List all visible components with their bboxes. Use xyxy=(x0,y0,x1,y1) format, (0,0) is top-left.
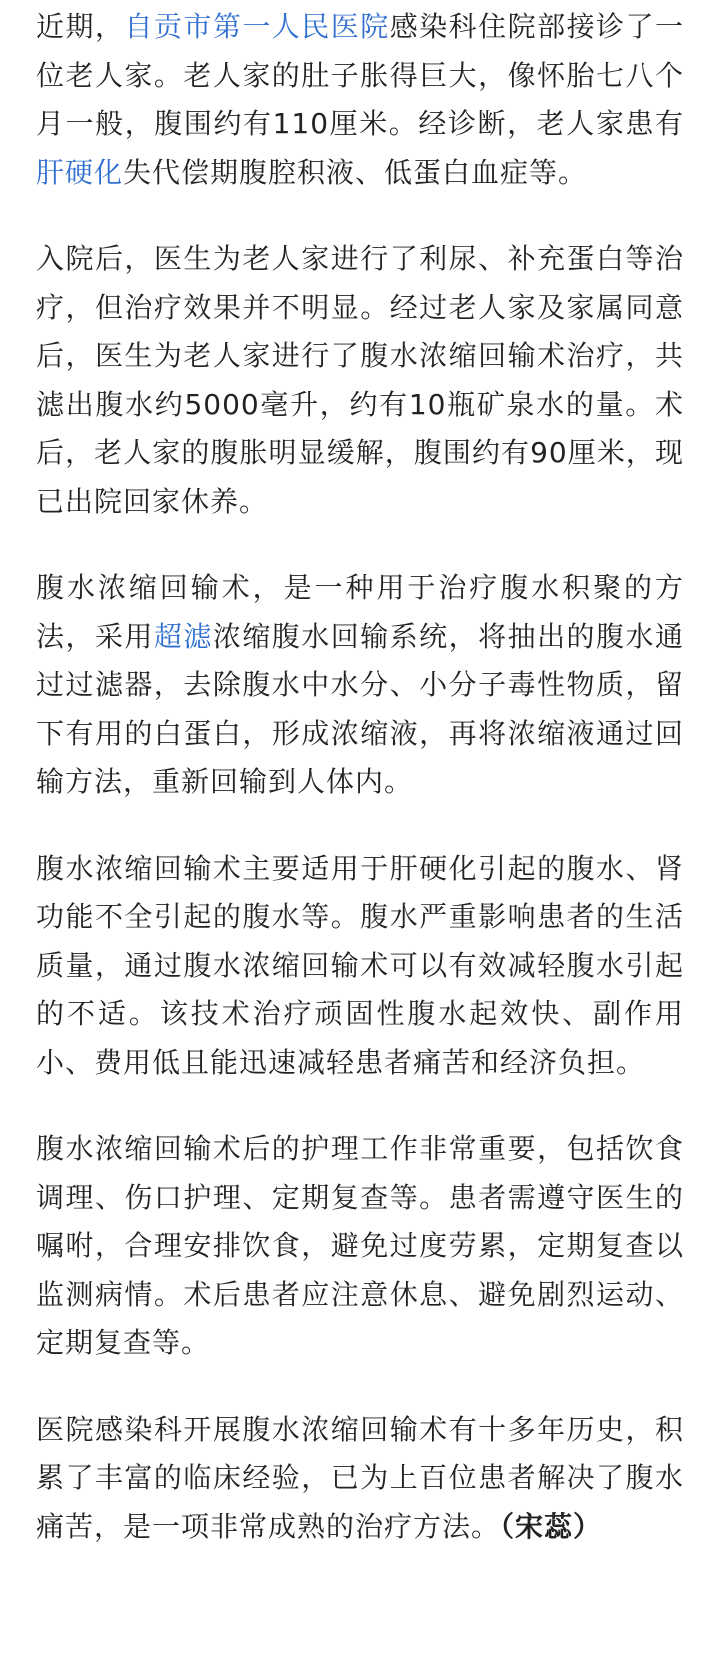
paragraph-text: 医院感染科开展腹水浓缩回输术有十多年历史，积累了丰富的临床经验，已为上百位患者解决了腹水痛苦，是一项非常成熟的治疗方法。 xyxy=(36,1412,684,1543)
author-credit: （宋蕊） xyxy=(500,1509,603,1543)
paragraph-text: 入院后，医生为老人家进行了利尿、补充蛋白等治疗，但治疗效果并不明显。经过老人家及家属同意后，医生为老人家进行了腹水浓缩回输术治疗，共滤出腹水约5000毫升，约有10瓶矿泉水的量。术后，老人家的腹胀明显缓解，腹围约有90厘米，现已出院回家休养。 xyxy=(36,242,684,518)
paragraph-text: 腹水浓缩回输术主要适用于肝硬化引起的腹水、肾功能不全引起的腹水等。腹水严重影响患者的生活质量，通过腹水浓缩回输术可以有效减轻腹水引起的不适。该技术治疗顽固性腹水起效快、副作用小、费用低且能迅速减轻患者痛苦和经济负担。 xyxy=(36,851,684,1079)
link-ultrafiltration[interactable]: 超滤 xyxy=(153,619,213,653)
paragraph-1 xyxy=(36,3,684,197)
paragraph-text: 浓缩腹水回输系统，将抽出的腹水通过过滤器，去除腹水中水分、小分子毒性物质，留下有用的白蛋白，形成浓缩液，再将浓缩液通过回输方法，重新回输到人体内。 xyxy=(36,619,684,798)
link-cirrhosis[interactable]: 肝硬化 xyxy=(36,155,124,189)
paragraph-6 xyxy=(36,1406,684,1552)
paragraph-3 xyxy=(36,564,684,807)
paragraph-text: 感染科住院部接诊了一位老人家。老人家的肚子胀得巨大，像怀胎七八个月一般，腹围约有110厘米。经诊断，老人家患有 xyxy=(36,10,684,140)
paragraph-text: 失代偿期腹腔积液、低蛋白血症等。 xyxy=(123,155,588,189)
paragraph-2 xyxy=(36,235,684,526)
paragraph-4 xyxy=(36,845,684,1088)
paragraph-text: 腹水浓缩回输术后的护理工作非常重要，包括饮食调理、伤口护理、定期复查等。患者需遵守医生的嘱咐，合理安排饮食，避免过度劳累，定期复查以监测病情。术后患者应注意休息、避免剧烈运动、定期复查等。 xyxy=(36,1132,684,1359)
paragraph-5 xyxy=(36,1125,684,1368)
paragraph-text: 腹水浓缩回输术，是一种用于治疗腹水积聚的方法，采用 xyxy=(36,571,684,653)
link-zigong-first-peoples-hospital[interactable]: 自贡市第一人民医院 xyxy=(124,10,390,43)
paragraph-text: 近期， xyxy=(36,10,125,43)
